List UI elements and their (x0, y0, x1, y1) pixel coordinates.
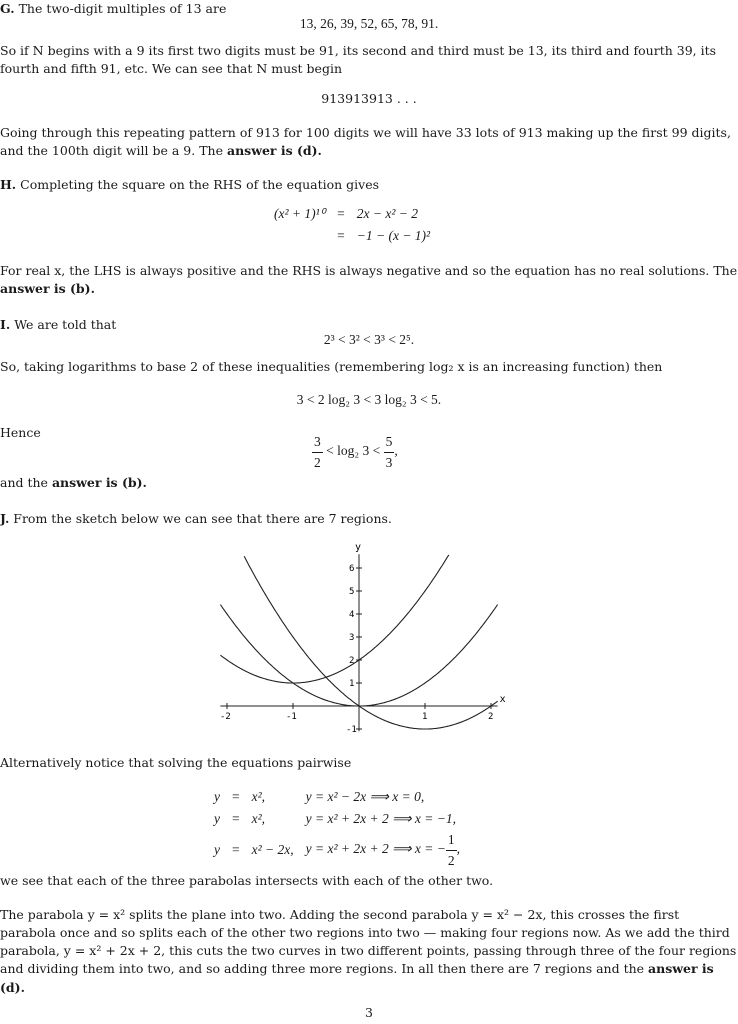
equation-block (268, 203, 436, 246)
eq-sign: = (337, 206, 345, 221)
y-tick-label: 4 (349, 610, 355, 620)
section-h-intro (0, 176, 379, 194)
eq-lhs: y (214, 789, 220, 804)
eq-lhs: y (214, 810, 220, 826)
paragraph (0, 262, 738, 298)
paragraph (0, 906, 738, 997)
eq-rhs: x², (251, 810, 266, 826)
y-tick-label: -1 (346, 725, 357, 735)
eq-sign: = (232, 810, 240, 826)
eq-rest: y = x² + 2x + 2 ⟹ x = − $\frac{1}{2}$ , (300, 829, 466, 871)
equation-system (208, 786, 466, 871)
paragraph: So, taking logarithms to base 2 of these inequalities (remembering log₂ x is an increasing function) then (0, 359, 663, 374)
answer: answer is (b). (0, 281, 95, 297)
text: We are told that (14, 317, 117, 332)
answer: answer is (d). (226, 143, 322, 159)
inequality: 3 < 2 log₂ 3 < 3 log₂ 3 < 5. (296, 392, 442, 407)
text: Completing the square on the RHS of the equation gives (20, 177, 380, 192)
y-tick-label: 3 (349, 633, 355, 643)
text: Going through this repeating pattern of 913 for 100 digits we will have 33 lots of 913 making up the first 99 digits, and the 100th digit will be a 9. The (0, 125, 731, 159)
eq-rhs: −1 − (x − 1)² (356, 227, 431, 243)
fraction: $\frac{3}{2}$ (314, 434, 321, 470)
x-tick-label: -2 (220, 712, 231, 722)
inequality: 2³ < 3² < 3³ < 2⁵. (323, 332, 415, 347)
section-j-intro (0, 510, 392, 528)
x-axis-label: x (499, 694, 506, 705)
y-axis-label: y (355, 542, 362, 554)
fraction-inequality: $\frac{3}{2}$ < log₂ 3 < $\frac{5}{3}$ , (312, 432, 398, 472)
eq-lhs: y (214, 842, 220, 858)
section-label: J. (0, 511, 10, 526)
paragraph (0, 124, 738, 160)
page-number: 3 (365, 1005, 373, 1020)
fraction: $\frac{5}{3}$ (385, 434, 393, 470)
fraction: $\frac{1}{2}$ (447, 832, 455, 868)
paragraph: we see that each of the three parabolas intersects with each of the other two. (0, 873, 494, 888)
section-label: I. (0, 317, 11, 332)
answer: answer is (d). (0, 961, 714, 995)
eq-sign: = (232, 842, 240, 858)
parabola-curve-3 (220, 555, 448, 683)
section-label: H. (0, 177, 17, 192)
x-tick-label: 2 (488, 712, 494, 722)
answer: answer is (b). (51, 475, 147, 490)
text: For real x, the LHS is always positive and the RHS is always negative and so the equation has no real solutions. The (0, 263, 738, 278)
y-tick-label: 1 (349, 679, 355, 689)
eq-rhs: x², (251, 789, 266, 804)
eq-rest: y = x² + 2x + 2 ⟹ x = −1, (305, 810, 456, 826)
sequence: 913913913 . . . (321, 91, 417, 106)
text: From the sketch below we can see that there are 7 regions. (13, 511, 392, 526)
y-tick-label: 2 (349, 656, 355, 666)
hence-label: Hence (0, 425, 41, 440)
answer-line: and the answer is (b). (0, 475, 147, 490)
x-tick-label: 1 (422, 712, 428, 722)
y-tick-label: 5 (349, 587, 355, 597)
parabolas-sketch (215, 535, 520, 740)
section-label: G. (0, 1, 15, 16)
eq-sign: = (337, 227, 345, 243)
eq-rhs: 2x − x² − 2 (356, 206, 418, 221)
y-tick-label: 6 (349, 564, 355, 574)
parabola-curve-2 (244, 556, 497, 729)
eq-lhs: (x² + 1)¹⁰ (274, 206, 326, 221)
text: The parabola y = x² splits the plane into two. Adding the second parabola y = x² − 2x, this crosses the first parabola once and so splits each of the other two regions into two — making four regions now. As we add the third parabola, y = x² + 2x + 2, this cuts the two curves in two different points, passing through three of the four regions and dividing them into two, and so adding three more regions. In all then there are 7 regions and the (0, 907, 737, 977)
paragraph: So if N begins with a 9 its first two digits must be 91, its second and third must be 13, its third and fourth 39, its fourth and fifth 91, etc. We can see that N must begin (0, 43, 717, 77)
x-tick-label: -1 (286, 712, 297, 722)
paragraph: Alternatively notice that solving the equations pairwise (0, 755, 352, 770)
eq-rest: y = x² − 2x ⟹ x = 0, (305, 789, 425, 804)
eq-rhs: x² − 2x, (251, 842, 294, 858)
eq-sign: = (232, 789, 240, 804)
multiples-list: 13, 26, 39, 52, 65, 78, 91. (299, 16, 439, 31)
text: The two-digit multiples of 13 are (18, 1, 227, 16)
